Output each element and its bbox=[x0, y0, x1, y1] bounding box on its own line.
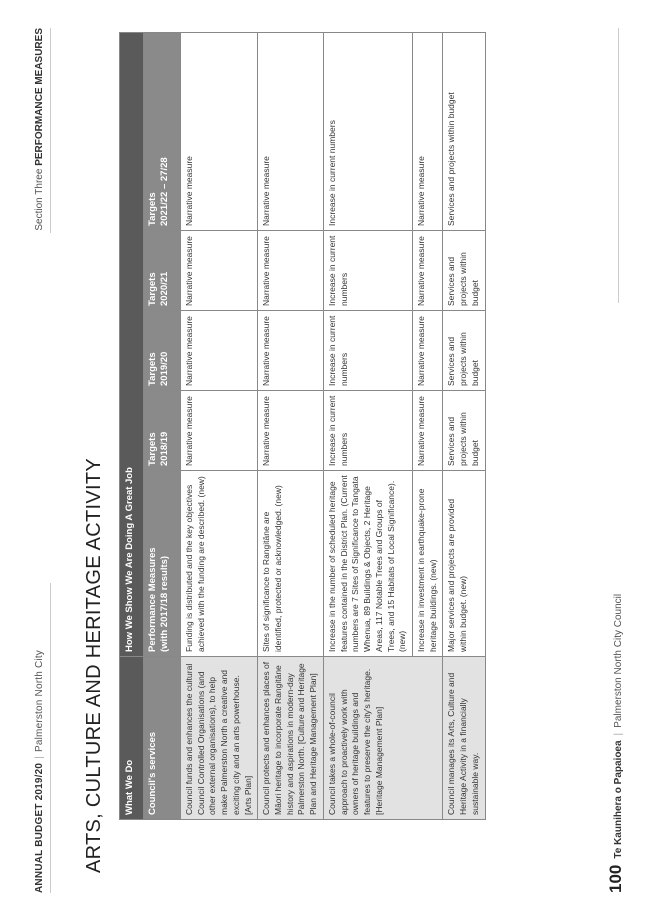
target-cell: Narrative measure bbox=[258, 311, 324, 391]
col-target-2-l1: Targets bbox=[147, 352, 158, 386]
col-target-1-l1: Targets bbox=[147, 432, 158, 466]
col-target-4 bbox=[144, 32, 181, 230]
col-target-2-l2: 2019/20 bbox=[158, 351, 170, 386]
running-header-right bbox=[34, 28, 45, 231]
measure-cell: Sites of significance to Rangitāne are identified, protected or acknowledged. (new) bbox=[258, 471, 324, 657]
service-cell: Council protects and enhances places of Māori heritage to incorporate Rangitāne history and aspirations in modern-day Palmerston North. [Culture and Heritage Plan and Heritage Management Plan] bbox=[258, 657, 324, 820]
document-title: ANNUAL BUDGET 2019/20 bbox=[34, 762, 45, 893]
target-cell: Narrative measure bbox=[258, 391, 324, 471]
measure-cell: Major services and projects are provided within budget. (new) bbox=[443, 471, 485, 657]
col-target-1 bbox=[144, 391, 181, 471]
col-target-3-l2: 2020/21 bbox=[158, 271, 170, 306]
table-row bbox=[258, 32, 324, 819]
target-cell: Increase in current numbers bbox=[323, 311, 412, 391]
measure-cell: Increase in investment in earthquake-prone heritage buildings. (new) bbox=[412, 471, 442, 657]
service-cell: Council takes a whole-of-council approach to proactively work with owners of heritage buildings and features to preserve the city's heritage. [Heritage Management Plan] bbox=[323, 657, 442, 820]
maori-council-name: Te Kaunihera o Papaioea bbox=[613, 740, 624, 859]
col-target-3 bbox=[144, 231, 181, 311]
col-target-3-l1: Targets bbox=[147, 272, 158, 306]
col-measures-l1: Performance Measures bbox=[147, 547, 158, 652]
footer-rule bbox=[618, 28, 619, 303]
council-name: Palmerston North City Council bbox=[613, 593, 624, 728]
target-cell: Narrative measure bbox=[258, 231, 324, 311]
target-cell: Narrative measure bbox=[412, 311, 442, 391]
target-cell: Narrative measure bbox=[181, 311, 258, 391]
target-cell: Narrative measure bbox=[412, 391, 442, 471]
table-header-row bbox=[144, 32, 181, 819]
service-cell: Council manages its Arts, Culture and Heritage Activity in a financially sustainable way. bbox=[443, 657, 485, 820]
section-prefix: Section Three bbox=[34, 168, 45, 231]
page-number: 100 bbox=[606, 864, 625, 893]
measure-cell: Increase in the number of scheduled heritage features contained in the District Plan. (Current numbers are 7 Sites of Significance to Tangata Whenua, 89 Buildings & Objects, 2 Heritage Areas, 117 Notable Trees and Groups of Trees, and 15 Habitats of Local Significance). (new) bbox=[323, 471, 412, 657]
target-cell: Increase in current numbers bbox=[323, 32, 412, 230]
target-cell: Narrative measure bbox=[412, 32, 442, 230]
target-cell: Increase in current numbers bbox=[323, 391, 412, 471]
page-footer: 100 Te Kaunihera o Papaioea | Palmerston North City Council bbox=[606, 593, 625, 893]
target-cell: Narrative measure bbox=[181, 231, 258, 311]
page-title: ARTS, CULTURE AND HERITAGE ACTIVITY bbox=[83, 457, 105, 873]
col-target-1-l2: 2018/19 bbox=[158, 431, 170, 466]
table-band-row bbox=[120, 32, 144, 819]
table-row bbox=[443, 32, 485, 819]
running-header-left: ANNUAL BUDGET 2019/20|Palmerston North City bbox=[34, 650, 45, 893]
target-cell: Increase in current numbers bbox=[323, 231, 412, 311]
band-how-we-show: How We Show We Are Doing A Great Job bbox=[120, 32, 144, 656]
target-cell: Narrative measure bbox=[412, 231, 442, 311]
col-target-4-l1: Targets bbox=[147, 192, 158, 226]
target-cell: Narrative measure bbox=[181, 391, 258, 471]
target-cell: Services and projects within budget bbox=[443, 231, 485, 311]
col-measures-l2: (with 2017/18 results) bbox=[158, 555, 170, 652]
col-measures bbox=[144, 471, 181, 657]
measure-cell: Funding is distributed and the key objectives achieved with the funding are described. (new) bbox=[181, 471, 258, 657]
target-cell: Narrative measure bbox=[181, 32, 258, 230]
org-name: Palmerston North City bbox=[34, 650, 45, 753]
table-row bbox=[181, 32, 258, 819]
target-cell: Services and projects within budget bbox=[443, 391, 485, 471]
target-cell: Services and projects within budget bbox=[443, 32, 485, 230]
header-rule-left bbox=[50, 583, 51, 893]
table-row bbox=[323, 32, 412, 819]
band-what-we-do: What We Do bbox=[120, 657, 144, 820]
section-name: PERFORMANCE MEASURES bbox=[34, 28, 45, 166]
target-cell: Services and projects within budget bbox=[443, 311, 485, 391]
service-cell: Council funds and enhances the cultural Council Controlled Organisations (and other external organisations), to help make Palmerston North a creative and exciting city and an arts powerhouse. [Arts Plan] bbox=[181, 657, 258, 820]
performance-measures-table bbox=[119, 32, 486, 820]
col-target-2 bbox=[144, 311, 181, 391]
col-services: Council's services bbox=[144, 657, 181, 820]
header-rule-right bbox=[50, 28, 51, 233]
col-target-4-l2: 2021/22 – 27/28 bbox=[158, 157, 170, 226]
target-cell: Narrative measure bbox=[258, 32, 324, 230]
